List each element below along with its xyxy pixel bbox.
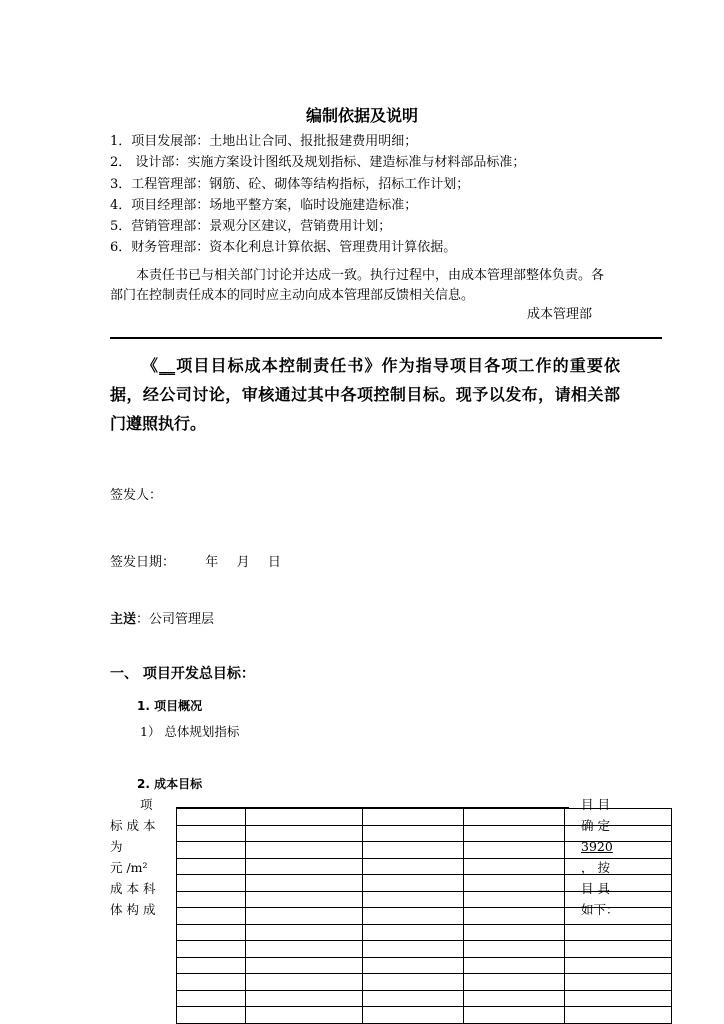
date-day: 日 [267,555,281,570]
table-row [177,875,672,892]
table-cell [177,990,246,1007]
table-cell [363,875,464,892]
recipient-label: 主送 [110,612,137,627]
signer-label: 签发人： [110,488,163,503]
table-row [177,941,672,958]
subsection1-title: 1. 项目概况 [137,699,203,713]
table-row [177,858,672,875]
basis-item: 1．项目发展部：土地出让合同、报批报建费用明细； [110,134,418,149]
table-cell [565,957,672,974]
table-cell [246,825,363,842]
table-cell [464,908,565,925]
table-row [177,825,672,842]
section-divider [110,337,662,339]
table-cell [464,974,565,991]
subsection1-item: 1） 总体规划指标 [140,724,240,739]
table-cell [464,941,565,958]
right-text-line: 如下： [581,902,619,917]
announcement-paragraph [110,351,620,438]
table-cell [565,891,672,908]
section1-title: 一、 项目开发总目标： [110,666,255,682]
table-cell [177,875,246,892]
table-cell [246,957,363,974]
table-cell [363,908,464,925]
table-cell [464,1007,565,1024]
table-row [177,974,672,991]
table-cell [177,891,246,908]
table-cell [565,974,672,991]
note-signature: 成本管理部 [527,307,593,322]
table-cell [177,908,246,925]
table-cell [246,1007,363,1024]
basis-item: 6．财务管理部：资本化利息计算依据、管理费用计算依据。 [110,240,457,256]
table-cell [565,809,672,826]
table-cell [177,809,246,826]
announce-prefix: 《 [142,356,160,375]
table-cell [177,842,246,859]
table-cell [363,924,464,941]
left-text-line: 项 [140,797,153,812]
table-cell [565,842,672,859]
table-row [177,842,672,859]
table-cell [177,974,246,991]
left-text-column [110,794,168,920]
note-paragraph: 本责任书已与相关部门讨论并达成一致。执行过程中，由成本管理部整体负责。各部门在控制责任成本的同时应主动向成本管理部反馈相关信息。 [110,268,605,303]
recipient-value: ：公司管理层 [136,612,215,627]
right-text-line: ， 按 [581,860,610,875]
left-text-line: 体 构 成 [110,902,156,917]
table-cell [363,891,464,908]
cost-target-value: 3920 [581,839,613,854]
table-cell [565,875,672,892]
table-cell [246,924,363,941]
cost-target-table [176,808,672,1024]
right-text-line: 目 目 [581,797,610,812]
left-text-line: 为 [110,839,123,854]
table-cell [363,809,464,826]
table-row [177,908,672,925]
issue-date-row [110,551,281,570]
table-cell [246,891,363,908]
table-cell [565,825,672,842]
table-cell [464,957,565,974]
table-cell [177,924,246,941]
announce-blank: __ [159,356,176,375]
table-cell [565,858,672,875]
basis-item: 2． 设计部：实施方案设计图纸及规划指标、建造标准与材料部品标准； [110,155,526,171]
table-row [177,809,672,826]
date-label: 签发日期： [110,555,176,570]
table-cell [565,908,672,925]
left-text-line: 元 /m² [110,860,148,875]
table-row [177,990,672,1007]
table-cell [177,941,246,958]
basis-item: 3．工程管理部：钢筋、砼、砌体等结构指标，招标工作计划； [110,176,470,192]
table-cell [363,974,464,991]
table-cell [246,858,363,875]
table-cell [177,858,246,875]
table-cell [464,875,565,892]
table-cell [363,858,464,875]
table-cell [565,990,672,1007]
table-cell [177,825,246,842]
table-cell [464,924,565,941]
left-text-line: 标 成 本 [110,818,156,833]
document-title: 编制依据及说明 [305,106,418,125]
table-row [177,924,672,941]
table-cell [464,858,565,875]
recipient-row [110,608,214,627]
table-row [177,957,672,974]
table-cell [246,941,363,958]
table-cell [177,957,246,974]
table-cell [246,990,363,1007]
table-cell [464,809,565,826]
date-month: 月 [236,555,250,570]
right-text-line: 确 定 [581,818,610,833]
table-cell [363,941,464,958]
right-text-line: 目 具 [581,881,610,896]
table-row [177,1007,672,1024]
table-cell [464,825,565,842]
table-cell [363,842,464,859]
table-row [177,891,672,908]
table-cell [177,1007,246,1024]
table-cell [363,1007,464,1024]
table-cell [246,842,363,859]
date-year: 年 [205,555,219,570]
table-cell [464,990,565,1007]
basis-item: 4．项目经理部：场地平整方案，临时设施建造标准； [110,197,418,213]
table-cell [464,891,565,908]
basis-list [110,131,525,259]
table-cell [363,957,464,974]
announce-body: 项目目标成本控制责任书》作为指导项目各项工作的重要依据，经公司讨论，审核通过其中各项控制目标。现予以发布，请相关部门遵照执行。 [110,356,620,433]
table-cell [246,908,363,925]
table-cell [363,990,464,1007]
table-cell [464,842,565,859]
subsection2-title: 2. 成本目标 [137,777,203,791]
basis-item: 5．营销管理部：景观分区建议，营销费用计划； [110,219,392,235]
table-cell [246,809,363,826]
table-cell [565,941,672,958]
table-cell [565,1007,672,1024]
left-text-line: 成 本 科 [110,881,156,896]
table-cell [363,825,464,842]
table-cell [246,974,363,991]
table-cell [246,875,363,892]
table-cell [565,924,672,941]
